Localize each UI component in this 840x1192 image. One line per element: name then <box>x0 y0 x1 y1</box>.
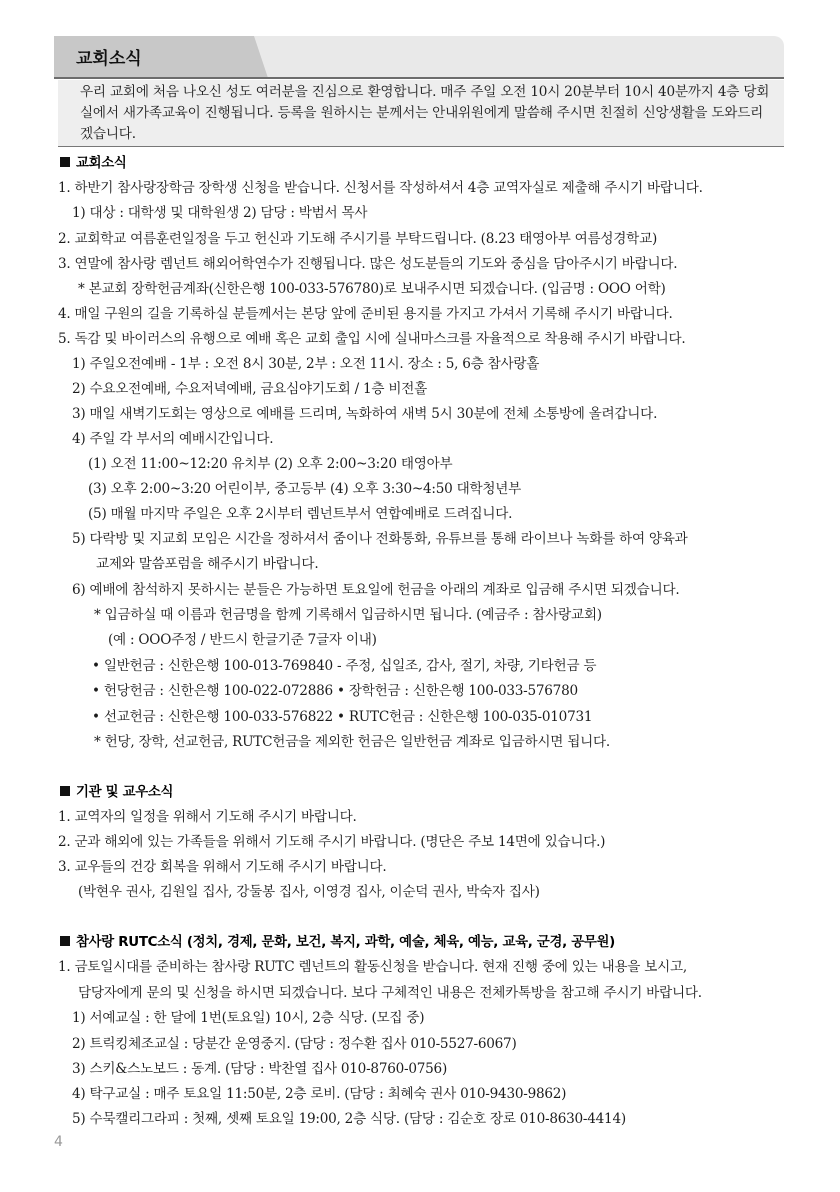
section-header-bar <box>54 36 784 78</box>
rutc-news-line: 3) 스키&스노보드 : 동계. (담당 : 박찬열 집사 010-8760-0756) <box>72 1061 448 1077</box>
church-news-line: 4. 매일 구원의 길을 기록하실 분들께서는 본당 앞에 준비된 용지를 가지고 가셔서 기록해 주시기 바랍니다. <box>58 306 673 322</box>
square-bullet-icon <box>60 157 70 167</box>
church-news-line: • 일반헌금 : 신한은행 100-013-769840 - 주정, 십일조, 감사, 절기, 차량, 기타헌금 등 <box>92 658 597 674</box>
church-news-line: 6) 예배에 참석하지 못하시는 분들은 가능하면 토요일에 헌금을 아래의 계좌로 입금해 주시면 되겠습니다. <box>72 582 680 598</box>
church-news-line: 1) 주일오전예배 - 1부 : 오전 8시 30분, 2부 : 오전 11시. 장소 : 5, 6층 참사랑홀 <box>72 356 540 372</box>
agency-news-line: 2. 군과 해외에 있는 가족들을 위해서 기도해 주시기 바랍니다. (명단은 주보 14면에 있습니다.) <box>58 834 606 850</box>
square-bullet-icon <box>60 936 70 946</box>
church-news-line: 4) 주일 각 부서의 예배시간입니다. <box>72 431 274 447</box>
church-news-line: 2. 교회학교 여름훈련일정을 두고 헌신과 기도해 주시기를 부탁드립니다. (8.23 태영아부 여름성경학교) <box>58 231 658 247</box>
square-bullet-icon <box>60 786 70 796</box>
church-news-line: • 선교헌금 : 신한은행 100-033-576822 • RUTC헌금 : 신한은행 100-035-010731 <box>92 709 593 725</box>
church-news-line: (3) 오후 2:00~3:20 어린이부, 중고등부 (4) 오후 3:30~4:50 대학청년부 <box>88 481 522 497</box>
rutc-news-line: 5) 수묵캘리그라피 : 첫째, 셋째 토요일 19:00, 2층 식당. (담당 : 김순호 장로 010-8630-4414) <box>72 1111 626 1127</box>
welcome-box <box>58 80 784 147</box>
church-news-line: * 헌당, 장학, 선교헌금, RUTC헌금을 제외한 헌금은 일반헌금 계좌로 입금하시면 됩니다. <box>94 734 610 750</box>
church-news-line: 3) 매일 새벽기도회는 영상으로 예배를 드리며, 녹화하여 새벽 5시 30분에 전체 소통방에 올려갑니다. <box>72 406 658 422</box>
church-news-line: * 본교회 장학헌금계좌(신한은행 100-033-576780)로 보내주시면 되겠습니다. (입금명 : OOO 어학) <box>78 281 666 297</box>
rutc-news-line: 담당자에게 문의 및 신청을 하시면 되겠습니다. 보다 구체적인 내용은 전체카톡방을 참고해 주시기 바랍니다. <box>78 985 702 1001</box>
church-news-line: • 헌당헌금 : 신한은행 100-022-072886 • 장학헌금 : 신한은행 100-033-576780 <box>92 683 578 699</box>
rutc-news-line: 4) 탁구교실 : 매주 토요일 11:50분, 2층 로비. (담당 : 최혜숙 권사 010-9430-9862) <box>72 1086 567 1102</box>
church-news-line: (1) 오전 11:00~12:20 유치부 (2) 오후 2:00~3:20 태영아부 <box>88 456 453 472</box>
rutc-news-line: 2) 트릭킹체조교실 : 당분간 운영중지. (담당 : 정수환 집사 010-5527-6067) <box>72 1036 517 1052</box>
church-news-line: * 입금하실 때 이름과 헌금명을 함께 기록해서 입금하시면 됩니다. (예금주 : 참사랑교회) <box>94 607 602 623</box>
section-title-agency-news: 기관 및 교우소식 <box>60 781 173 800</box>
page-number: 4 <box>54 1134 63 1150</box>
church-news-line: 교제와 말씀포럼을 해주시기 바랍니다. <box>96 556 319 572</box>
rutc-news-line: 1) 서예교실 : 한 달에 1번(토요일) 10시, 2층 식당. (모집 중) <box>72 1010 425 1026</box>
welcome-text: 우리 교회에 처음 나오신 성도 여러분을 진심으로 환영합니다. 매주 주일 오전 10시 20분부터 10시 40분까지 4층 당회실에서 새가족교육이 진행됩니다. 등록을 원하시는 분께서는 안내위원에게 말씀해 주시면 친절히 신앙생활을 도와드리겠습니다. <box>80 84 770 142</box>
agency-news-line: 3. 교우들의 건강 회복을 위해서 기도해 주시기 바랍니다. <box>58 859 387 875</box>
church-news-line: (5) 매월 마지막 주일은 오후 2시부터 렘넌트부서 연합예배로 드려집니다. <box>88 506 513 522</box>
section-title-church-news: 교회소식 <box>60 152 127 171</box>
church-news-line: 5. 독감 및 바이러스의 유행으로 예배 혹은 교회 출입 시에 실내마스크를 자율적으로 착용해 주시기 바랍니다. <box>58 331 686 347</box>
church-news-line: 5) 다락방 및 지교회 모임은 시간을 정하셔서 줌이나 전화통화, 유튜브를 통해 라이브나 녹화를 하여 양육과 <box>72 531 688 547</box>
church-news-line: (예 : OOO주정 / 반드시 한글기준 7글자 이내) <box>108 632 377 648</box>
agency-news-line: (박현우 권사, 김원일 집사, 강둘봉 집사, 이영경 집사, 이순덕 권사, 박숙자 집사) <box>78 884 540 900</box>
agency-news-line: 1. 교역자의 일정을 위해서 기도해 주시기 바랍니다. <box>58 809 357 825</box>
header-title: 교회소식 <box>76 49 142 69</box>
church-news-line: 1. 하반기 참사랑장학금 장학생 신청을 받습니다. 신청서를 작성하셔서 4층 교역자실로 제출해 주시기 바랍니다. <box>58 180 703 196</box>
church-news-line: 2) 수요오전예배, 수요저녁예배, 금요심야기도회 / 1층 비전홀 <box>72 381 428 397</box>
header-divider <box>54 77 784 79</box>
church-news-line: 3. 연말에 참사랑 렘넌트 해외어학연수가 진행됩니다. 많은 성도분들의 기도와 중심을 담아주시기 바랍니다. <box>58 256 678 272</box>
section-title-rutc-news: 참사랑 RUTC소식 (정치, 경제, 문화, 보건, 복지, 과학, 예술, 체육, 예능, 교육, 군경, 공무원) <box>60 931 615 950</box>
church-news-line: 1) 대상 : 대학생 및 대학원생 2) 담당 : 박범서 목사 <box>72 205 368 221</box>
rutc-news-line: 1. 금토일시대를 준비하는 참사랑 RUTC 렘넌트의 활동신청을 받습니다. 현재 진행 중에 있는 내용을 보시고, <box>58 959 687 975</box>
